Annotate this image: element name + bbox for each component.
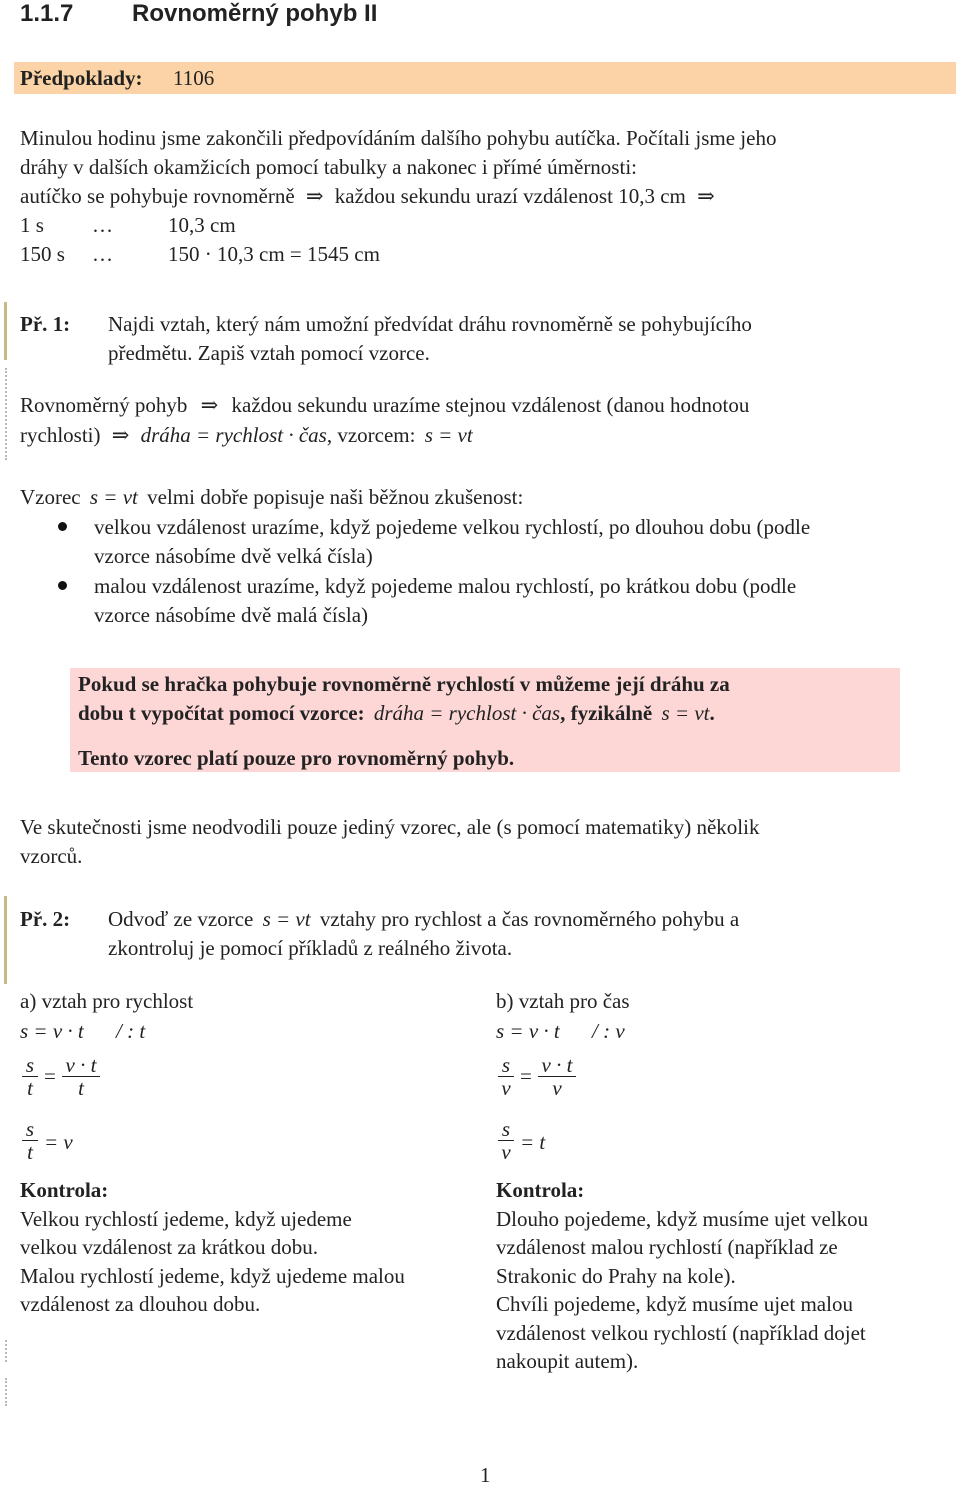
col-b-eq1: s = v · t — [496, 1019, 560, 1043]
formula-s-vt: s = vt — [661, 701, 710, 725]
row2-dots: … — [92, 242, 113, 266]
bullet-1-line-2: vzorce násobíme dvě velká čísla) — [94, 544, 373, 568]
col-b-check-line-6: nakoupit autem). — [496, 1349, 639, 1373]
col-b-frac1-right — [538, 1054, 576, 1099]
implies-icon: ⇒ — [200, 393, 219, 417]
bullet-icon — [58, 581, 67, 590]
example-1-line-2: předmětu. Zapiš vztah pomocí vzorce. — [108, 341, 430, 365]
fraction-denominator: v — [552, 1076, 562, 1100]
fraction-denominator: v — [501, 1140, 511, 1164]
fraction-denominator: t — [27, 1076, 33, 1100]
col-a-check-line-4: vzdálenost za dlouhou dobu. — [20, 1292, 261, 1316]
col-a-frac1-left — [22, 1054, 38, 1099]
margin-bar — [4, 302, 7, 360]
formula-s-vt: s = vt — [424, 423, 473, 447]
example-2-line-1-b: vztahy pro rychlost a čas rovnoměrného pohybu a — [319, 907, 740, 931]
intro-line-3-b: každou sekundu urazí vzdálenost 10,3 cm — [334, 184, 686, 208]
highlight-line-2-end: . — [709, 701, 715, 725]
fraction-numerator: s — [25, 1053, 35, 1077]
col-a-eq1-op: / : t — [116, 1019, 146, 1043]
row2-a: 150 s — [20, 242, 65, 266]
highlight-line-2 — [78, 699, 715, 727]
margin-dotted-bar — [5, 368, 7, 460]
col-a-check-label: Kontrola: — [20, 1178, 109, 1202]
formula-path-speed-time: dráha = rychlost · čas — [373, 701, 561, 725]
col-a-frac1-equals: = — [44, 1064, 56, 1088]
page-number: 1 — [480, 1463, 491, 1487]
solution-1-line-1 — [20, 391, 749, 419]
col-b-check-line-1: Dlouho pojedeme, když musíme ujet velkou — [496, 1207, 869, 1231]
fraction-denominator: t — [78, 1076, 84, 1100]
solution-1-line-2-a: rychlosti) — [20, 423, 101, 447]
col-a-check-line-2: velkou vzdálenost za krátkou dobu. — [20, 1235, 318, 1259]
bullet-2-line-1: malou vzdálenost urazíme, když pojedeme malou rychlostí, po krátkou dobu (podle — [94, 574, 797, 598]
fraction-numerator: s — [501, 1053, 511, 1077]
intro-line-3-a: autíčko se pohybuje rovnoměrně — [20, 184, 295, 208]
col-b-frac2-rhs: = t — [520, 1130, 546, 1154]
prerequisites-bar — [14, 62, 956, 94]
highlight-box — [70, 668, 900, 772]
implies-icon: ⇒ — [697, 184, 715, 208]
margin-dotted-bar — [5, 1340, 7, 1362]
fraction-numerator: s — [501, 1117, 511, 1141]
col-a-heading: a) vztah pro rychlost — [20, 989, 194, 1013]
fraction-denominator: t — [27, 1140, 33, 1164]
formula-desc-lead — [20, 483, 523, 511]
formula-path-speed-time: dráha = rychlost · čas — [140, 423, 327, 447]
col-b-frac1-left — [498, 1054, 514, 1099]
col-a-frac2 — [22, 1118, 38, 1163]
intro-line-3 — [20, 182, 715, 210]
row2-b: 150 · 10,3 cm = 1545 cm — [168, 242, 380, 266]
formula-s-vt: s = vt — [89, 485, 138, 509]
reality-line-2: vzorců. — [20, 844, 83, 868]
row1-dots: … — [92, 213, 113, 237]
fraction-denominator: v — [501, 1076, 511, 1100]
row1-b: 10,3 cm — [168, 213, 236, 237]
highlight-line-1: Pokud se hračka pohybuje rovnoměrně rychlostí v můžeme její dráhu za — [78, 672, 730, 696]
col-a-check-line-1: Velkou rychlostí jedeme, když ujedeme — [20, 1207, 352, 1231]
page-title — [20, 0, 377, 28]
solution-1-line-2-b: , vzorcem: — [326, 423, 416, 447]
formula-desc-lead-a: Vzorec — [20, 485, 81, 509]
highlight-line-2-b: , fyzikálně — [560, 701, 653, 725]
intro-line-2: dráhy v dalších okamžicích pomocí tabulky a nakonec i přímé úměrnosti: — [20, 155, 637, 179]
implies-icon: ⇒ — [305, 184, 324, 208]
example-1-label: Př. 1: — [20, 312, 71, 336]
col-b-check-line-3: Strakonic do Prahy na kole). — [496, 1264, 736, 1288]
implies-icon: ⇒ — [111, 423, 130, 447]
col-a-check-line-3: Malou rychlostí jedeme, když ujedeme malou — [20, 1264, 405, 1288]
bullet-1-line-1: velkou vzdálenost urazíme, když pojedeme velkou rychlostí, po dlouhou dobu (podle — [94, 515, 811, 539]
prerequisites-label: Předpoklady: — [20, 66, 143, 90]
margin-dotted-bar — [5, 1378, 7, 1406]
col-b-frac2 — [498, 1118, 514, 1163]
example-2-line-1-a: Odvoď ze vzorce — [108, 907, 254, 931]
example-2-line-2: zkontroluj je pomocí příkladů z reálného života. — [108, 936, 513, 960]
col-a-frac2-rhs: = v — [44, 1130, 73, 1154]
fraction-numerator: v · t — [65, 1053, 97, 1077]
reality-line-1: Ve skutečnosti jsme neodvodili pouze jediný vzorec, ale (s pomocí matematiky) několik — [20, 815, 760, 839]
fraction-numerator: s — [25, 1117, 35, 1141]
col-b-check-label: Kontrola: — [496, 1178, 585, 1202]
highlight-line-3: Tento vzorec platí pouze pro rovnoměrný pohyb. — [78, 746, 515, 770]
highlight-line-2-a: dobu t vypočítat pomocí vzorce: — [78, 701, 365, 725]
margin-bar — [4, 896, 7, 984]
col-b-frac1-equals: = — [520, 1064, 532, 1088]
col-b-check-line-5: vzdálenost velkou rychlostí (například dojet — [496, 1321, 866, 1345]
formula-s-vt: s = vt — [262, 907, 311, 931]
row1-a: 1 s — [20, 213, 44, 237]
solution-1-line-2 — [20, 421, 473, 449]
col-b-check-line-4: Chvíli pojedeme, když musíme ujet malou — [496, 1292, 853, 1316]
bullet-icon — [58, 522, 67, 531]
fraction-numerator: v · t — [541, 1053, 573, 1077]
col-b-heading: b) vztah pro čas — [496, 989, 630, 1013]
example-1-line-1: Najdi vztah, který nám umožní předvídat dráhu rovnoměrně se pohybujícího — [108, 312, 752, 336]
prerequisites-value: 1106 — [173, 66, 215, 90]
bullet-2-line-2: vzorce násobíme dvě malá čísla) — [94, 603, 369, 627]
col-a-eq1: s = v · t — [20, 1019, 84, 1043]
formula-desc-lead-b: velmi dobře popisuje naši běžnou zkušenost: — [147, 485, 524, 509]
solution-1-line-1-b: každou sekundu urazíme stejnou vzdálenost (danou hodnotou — [231, 393, 750, 417]
col-a-frac1-right — [62, 1054, 100, 1099]
col-b-check-line-2: vzdálenost malou rychlostí (například ze — [496, 1235, 838, 1259]
section-title: Rovnoměrný pohyb II — [132, 0, 378, 27]
section-number: 1.1.7 — [20, 0, 74, 27]
col-b-eq1-op: / : v — [592, 1019, 625, 1043]
example-2-line-1 — [108, 905, 739, 933]
solution-1-line-1-a: Rovnoměrný pohyb — [20, 393, 188, 417]
example-2-label: Př. 2: — [20, 907, 71, 931]
intro-line-1: Minulou hodinu jsme zakončili předpovídáním dalšího pohybu autíčka. Počítali jsme jeho — [20, 126, 777, 150]
